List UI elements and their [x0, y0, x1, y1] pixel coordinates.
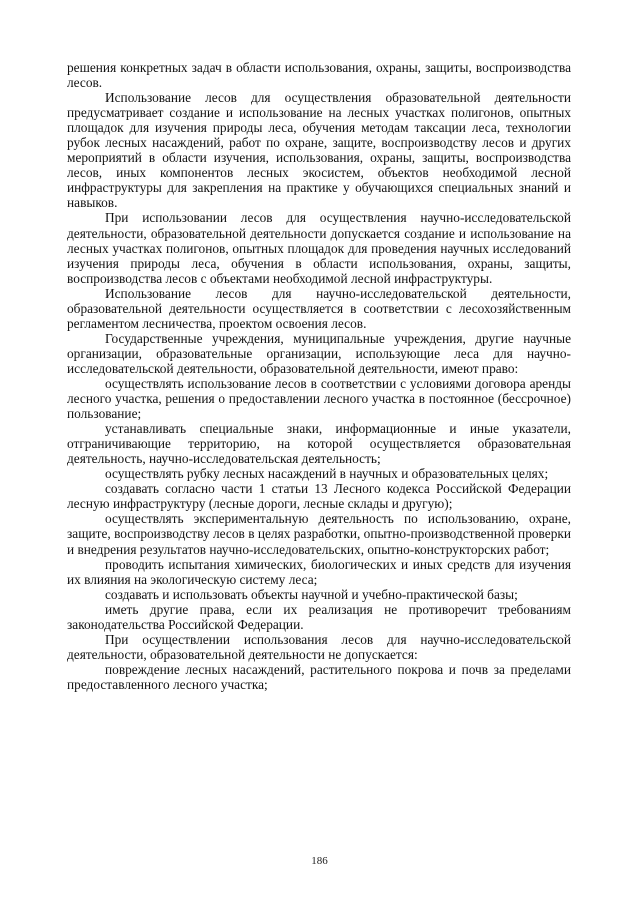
list-item: иметь другие права, если их реализация не противоречит требованиям законодательства Российской Федерации. [67, 601, 571, 632]
page-number: 186 [311, 855, 328, 867]
document-body [67, 60, 571, 692]
list-item: повреждение лесных насаждений, растительного покрова и почв за пределами предоставленного лесного участка; [67, 661, 571, 692]
list-item: осуществлять экспериментальную деятельность по использованию, охране, защите, воспроизводству лесов в целях разработки, опытно-производственной проверки и внедрения результатов научно-исследовательских, опытно-конструкторских работ; [67, 511, 571, 557]
list-item: проводить испытания химических, биологических и иных средств для изучения их влияния на экологическую систему леса; [67, 556, 571, 587]
paragraph: Использование лесов для научно-исследовательской деятельности, образовательной деятельности осуществляется в соответствии с лесохозяйственным регламентом лесничества, проектом освоения лесов. [67, 285, 571, 331]
list-item: устанавливать специальные знаки, информационные и иные указатели, отграничивающие территорию, на которой осуществляется образовательная деятельность, научно-исследовательская деятельность; [67, 421, 571, 467]
list-item: создавать согласно части 1 статьи 13 Лесного кодекса Российской Федерации лесную инфраструктуру (лесные дороги, лесные склады и другую); [67, 481, 571, 512]
paragraph: Использование лесов для осуществления образовательной деятельности предусматривает создание и использование на лесных участках полигонов, опытных площадок для изучения природы леса, обучения методам таксации леса, технологии рубок лесных насаждений, работ по охране, защите, воспроизводству лесов и других мероприятий в области изучения, использования, охраны, защиты, воспроизводства лесов, иных компонентов лесных экосистем, объектов необходимой лесной инфраструктуры для закрепления на практике у обучающихся специальных знаний и навыков. [67, 90, 571, 211]
paragraph: решения конкретных задач в области использования, охраны, защиты, воспроизводства лесов. [67, 60, 571, 91]
list-item: создавать и использовать объекты научной и учебно-практической базы; [105, 586, 518, 602]
list-item: осуществлять рубку лесных насаждений в научных и образовательных целях; [105, 466, 549, 482]
list-item: осуществлять использование лесов в соответствии с условиями договора аренды лесного участка, решения о предоставлении лесного участка в постоянное (бессрочное) пользование; [67, 375, 571, 422]
paragraph: При использовании лесов для осуществления научно-исследовательской деятельности, образовательной деятельности допускается создание и использование на лесных участках полигонов, опытных площадок для проведения научных исследований изучения природы леса, обучения в области использования, охраны, защиты, воспроизводства лесов с объектами необходимой лесной инфраструктуры. [67, 210, 571, 286]
paragraph: При осуществлении использования лесов для научно-исследовательской деятельности, образовательной деятельности не допускается: [67, 631, 571, 662]
paragraph: Государственные учреждения, муниципальные учреждения, другие научные организации, образовательные организации, использующие леса для научно-исследовательской деятельности, образовательной деятельности, имеют право: [67, 330, 571, 376]
